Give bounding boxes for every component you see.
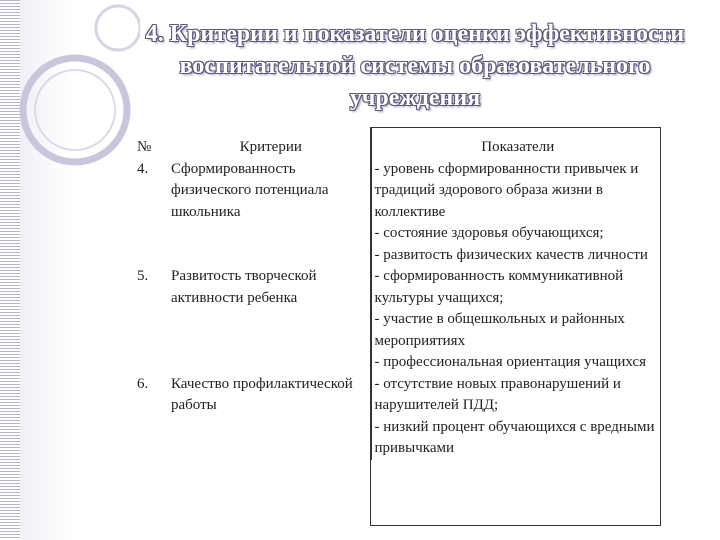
header-indicators: Показатели [481, 139, 555, 155]
indicator-item: - уровень сформированности привычек и традиций здорового образа жизни в коллективе [374, 160, 639, 220]
header-criteria: Критерии [171, 127, 371, 159]
row-number: 4. [137, 160, 149, 177]
row-criterion: Сформированность физического потенциала школьника [171, 159, 371, 267]
indicator-item: - низкий процент обучающихся с вредными привычками [374, 418, 655, 456]
table-row [137, 266, 661, 374]
indicator-item: - сформированность коммуникативной культуры учащихся; [374, 268, 624, 306]
row-indicators [371, 266, 661, 374]
slide-title: 4. Критерии и показатели оценки эффективности воспитательной системы образовательного учреждения [145, 21, 685, 111]
row-number: 6. [137, 375, 149, 392]
indicator-item: - участие в общешкольных и районных мероприятиях [374, 311, 625, 349]
row-indicators [371, 374, 661, 460]
table-row [137, 159, 661, 267]
indicator-item: - профессиональная ориентация учащихся [374, 354, 647, 370]
criteria-table [137, 127, 661, 460]
decorative-circles [0, 0, 140, 200]
row-criterion: Качество профилактической работы [171, 374, 371, 460]
header-number: № [137, 139, 152, 155]
indicator-item: - отсутствие новых правонарушений и нарушителей ПДД; [374, 375, 621, 413]
indicator-item: - состояние здоровья обучающихся; [374, 225, 604, 241]
table-header-row [137, 127, 661, 159]
row-indicators [371, 159, 661, 267]
table-row [137, 374, 661, 460]
indicator-item: - развитость физических качеств личности [374, 246, 648, 263]
row-criterion: Развитость творческой активности ребенка [171, 266, 371, 374]
row-number: 5. [137, 268, 149, 284]
